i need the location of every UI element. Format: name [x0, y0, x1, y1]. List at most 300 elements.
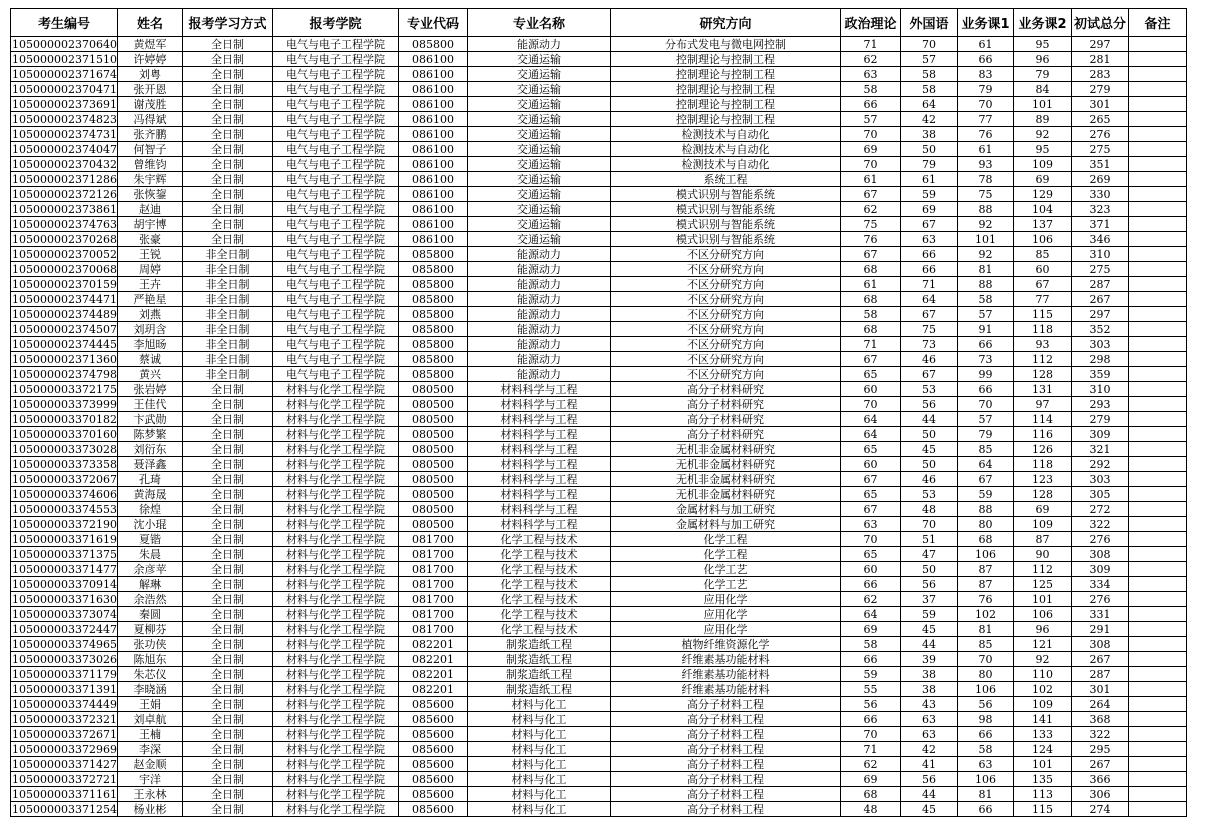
name-cell: 朱芯仪 [117, 667, 182, 682]
table-row [11, 712, 1187, 727]
total-score-cell: 276 [1071, 127, 1128, 142]
course2-score-cell: 92 [1013, 127, 1071, 142]
course2-score-cell: 97 [1013, 397, 1071, 412]
research-direction-cell: 金属材料与加工研究 [610, 517, 840, 532]
politics-score-cell: 58 [840, 307, 900, 322]
research-direction-cell: 植物纤维资源化学 [610, 637, 840, 652]
college-cell: 电气与电子工程学院 [272, 52, 398, 67]
research-direction-cell: 无机非金属材料研究 [610, 472, 840, 487]
name-cell: 余浩然 [117, 592, 182, 607]
remarks-cell [1128, 472, 1186, 487]
course2-score-cell: 131 [1013, 382, 1071, 397]
foreign-language-score-cell: 53 [900, 382, 957, 397]
major-name-cell: 交通运输 [467, 172, 610, 187]
exam-id-cell: 105000003370160 [12, 427, 117, 441]
total-score-cell: 321 [1071, 442, 1128, 457]
college-cell: 材料与化学工程学院 [272, 592, 398, 607]
foreign-language-score-cell: 63 [900, 727, 957, 742]
table-row [11, 247, 1187, 262]
major-name-cell: 材料科学与工程 [467, 502, 610, 517]
table-row [11, 142, 1187, 157]
politics-score-cell: 58 [840, 82, 900, 97]
total-score-cell: 276 [1071, 592, 1128, 607]
study-mode-cell: 非全日制 [182, 247, 272, 262]
remarks-cell [1128, 397, 1186, 412]
name-cell: 许婷婷 [117, 52, 182, 67]
table-row [11, 187, 1187, 202]
course2-score-cell: 116 [1013, 427, 1071, 442]
major-code-cell: 085800 [398, 247, 467, 262]
college-cell: 材料与化学工程学院 [272, 442, 398, 457]
research-direction-cell: 纤维素基功能材料 [610, 652, 840, 667]
major-code-cell: 085800 [398, 277, 467, 292]
foreign-language-score-cell: 59 [900, 187, 957, 202]
exam-id-cell: 105000003372321 [12, 712, 117, 726]
exam-id-cell: 105000002371286 [12, 172, 117, 186]
major-name-cell: 材料科学与工程 [467, 412, 610, 427]
major-code-cell: 081700 [398, 547, 467, 562]
college-cell: 材料与化学工程学院 [272, 457, 398, 472]
remarks-cell [1128, 247, 1186, 262]
college-cell: 材料与化学工程学院 [272, 472, 398, 487]
research-direction-cell: 不区分研究方向 [610, 352, 840, 367]
politics-score-cell: 68 [840, 322, 900, 337]
foreign-language-score-cell: 66 [900, 247, 957, 262]
foreign-language-score-cell: 56 [900, 577, 957, 592]
course1-score-cell: 79 [957, 82, 1013, 97]
name-cell: 赵迪 [117, 202, 182, 217]
course2-score-cell: 115 [1013, 307, 1071, 322]
foreign-language-score-cell: 59 [900, 607, 957, 622]
course2-score-cell: 141 [1013, 712, 1071, 727]
major-code-cell: 086100 [398, 217, 467, 232]
college-cell: 材料与化学工程学院 [272, 727, 398, 742]
course2-score-cell: 106 [1013, 607, 1071, 622]
politics-score-cell: 66 [840, 97, 900, 112]
name-cell: 朱宇辉 [117, 172, 182, 187]
name-cell: 张功侠 [117, 637, 182, 652]
course1-score-cell: 80 [957, 517, 1013, 532]
total-score-cell: 264 [1071, 697, 1128, 712]
header-remarks: 备注 [1128, 9, 1186, 37]
remarks-cell [1128, 157, 1186, 172]
course1-score-cell: 98 [957, 712, 1013, 727]
major-code-cell: 080500 [398, 442, 467, 457]
header-name: 姓名 [117, 9, 182, 37]
politics-score-cell: 65 [840, 487, 900, 502]
politics-score-cell: 67 [840, 352, 900, 367]
research-direction-cell: 系统工程 [610, 172, 840, 187]
table-row [11, 202, 1187, 217]
research-direction-cell: 检测技术与自动化 [610, 142, 840, 157]
college-cell: 材料与化学工程学院 [272, 802, 398, 817]
major-name-cell: 制浆造纸工程 [467, 637, 610, 652]
foreign-language-score-cell: 43 [900, 697, 957, 712]
research-direction-cell: 高分子材料工程 [610, 772, 840, 787]
research-direction-cell: 化学工程 [610, 547, 840, 562]
foreign-language-score-cell: 42 [900, 112, 957, 127]
college-cell: 电气与电子工程学院 [272, 187, 398, 202]
foreign-language-score-cell: 50 [900, 427, 957, 442]
name-cell: 胡宇博 [117, 217, 182, 232]
table-row [11, 67, 1187, 82]
name-cell: 黄兴 [117, 367, 182, 382]
foreign-language-score-cell: 50 [900, 457, 957, 472]
header-major-name: 专业名称 [467, 9, 610, 37]
politics-score-cell: 70 [840, 157, 900, 172]
major-name-cell: 能源动力 [467, 37, 610, 52]
politics-score-cell: 68 [840, 787, 900, 802]
college-cell: 电气与电子工程学院 [272, 247, 398, 262]
table-row [11, 112, 1187, 127]
exam-id-cell: 105000002371510 [12, 52, 117, 66]
total-score-cell: 269 [1071, 172, 1128, 187]
college-cell: 电气与电子工程学院 [272, 142, 398, 157]
total-score-cell: 330 [1071, 187, 1128, 202]
course1-score-cell: 92 [957, 247, 1013, 262]
remarks-cell [1128, 442, 1186, 457]
major-name-cell: 化学工程与技术 [467, 607, 610, 622]
name-cell: 夏锴 [117, 532, 182, 547]
course2-score-cell: 79 [1013, 67, 1071, 82]
table-row [11, 337, 1187, 352]
score-table-container [10, 8, 1187, 817]
college-cell: 材料与化学工程学院 [272, 412, 398, 427]
total-score-cell: 352 [1071, 322, 1128, 337]
remarks-cell [1128, 217, 1186, 232]
college-cell: 材料与化学工程学院 [272, 532, 398, 547]
major-name-cell: 材料科学与工程 [467, 397, 610, 412]
header-course2: 业务课2 [1013, 9, 1071, 37]
foreign-language-score-cell: 38 [900, 127, 957, 142]
study-mode-cell: 全日制 [182, 577, 272, 592]
major-code-cell: 085600 [398, 697, 467, 712]
study-mode-cell: 全日制 [182, 412, 272, 427]
table-row [11, 97, 1187, 112]
course1-score-cell: 77 [957, 112, 1013, 127]
course2-score-cell: 109 [1013, 697, 1071, 712]
exam-id-cell: 105000003371254 [12, 802, 117, 816]
major-code-cell: 080500 [398, 412, 467, 427]
foreign-language-score-cell: 44 [900, 787, 957, 802]
course2-score-cell: 123 [1013, 472, 1071, 487]
major-code-cell: 085600 [398, 742, 467, 757]
course2-score-cell: 118 [1013, 457, 1071, 472]
politics-score-cell: 60 [840, 562, 900, 577]
course2-score-cell: 101 [1013, 592, 1071, 607]
foreign-language-score-cell: 67 [900, 217, 957, 232]
exam-id-cell: 105000002370159 [12, 277, 117, 291]
research-direction-cell: 高分子材料工程 [610, 757, 840, 772]
course1-score-cell: 85 [957, 442, 1013, 457]
course1-score-cell: 56 [957, 697, 1013, 712]
total-score-cell: 279 [1071, 412, 1128, 427]
foreign-language-score-cell: 64 [900, 292, 957, 307]
name-cell: 卞武勋 [117, 412, 182, 427]
college-cell: 电气与电子工程学院 [272, 337, 398, 352]
remarks-cell [1128, 532, 1186, 547]
college-cell: 电气与电子工程学院 [272, 322, 398, 337]
study-mode-cell: 全日制 [182, 502, 272, 517]
study-mode-cell: 全日制 [182, 517, 272, 532]
exam-id-cell: 105000003372067 [12, 472, 117, 486]
table-row [11, 217, 1187, 232]
politics-score-cell: 67 [840, 187, 900, 202]
remarks-cell [1128, 547, 1186, 562]
college-cell: 电气与电子工程学院 [272, 37, 398, 52]
exam-id-cell: 105000002370471 [12, 82, 117, 96]
major-name-cell: 材料与化工 [467, 742, 610, 757]
remarks-cell [1128, 142, 1186, 157]
exam-id-cell: 105000003371375 [12, 547, 117, 561]
study-mode-cell: 全日制 [182, 787, 272, 802]
name-cell: 李深 [117, 742, 182, 757]
college-cell: 电气与电子工程学院 [272, 67, 398, 82]
total-score-cell: 308 [1071, 547, 1128, 562]
politics-score-cell: 71 [840, 742, 900, 757]
total-score-cell: 272 [1071, 502, 1128, 517]
college-cell: 材料与化学工程学院 [272, 742, 398, 757]
study-mode-cell: 全日制 [182, 532, 272, 547]
major-name-cell: 化学工程与技术 [467, 577, 610, 592]
name-cell: 宇洋 [117, 772, 182, 787]
study-mode-cell: 全日制 [182, 217, 272, 232]
foreign-language-score-cell: 48 [900, 502, 957, 517]
total-score-cell: 359 [1071, 367, 1128, 382]
research-direction-cell: 应用化学 [610, 592, 840, 607]
foreign-language-score-cell: 42 [900, 742, 957, 757]
exam-id-cell: 105000003370182 [12, 412, 117, 426]
name-cell: 聂泽鑫 [117, 457, 182, 472]
politics-score-cell: 69 [840, 622, 900, 637]
major-name-cell: 材料科学与工程 [467, 382, 610, 397]
remarks-cell [1128, 262, 1186, 277]
course2-score-cell: 113 [1013, 787, 1071, 802]
course2-score-cell: 128 [1013, 487, 1071, 502]
exam-id-cell: 105000003372190 [12, 517, 117, 531]
remarks-cell [1128, 622, 1186, 637]
foreign-language-score-cell: 38 [900, 682, 957, 697]
course1-score-cell: 63 [957, 757, 1013, 772]
remarks-cell [1128, 307, 1186, 322]
table-row [11, 562, 1187, 577]
research-direction-cell: 高分子材料工程 [610, 787, 840, 802]
research-direction-cell: 控制理论与控制工程 [610, 52, 840, 67]
research-direction-cell: 金属材料与加工研究 [610, 502, 840, 517]
foreign-language-score-cell: 47 [900, 547, 957, 562]
politics-score-cell: 62 [840, 52, 900, 67]
course1-score-cell: 81 [957, 262, 1013, 277]
course2-score-cell: 60 [1013, 262, 1071, 277]
college-cell: 材料与化学工程学院 [272, 712, 398, 727]
total-score-cell: 334 [1071, 577, 1128, 592]
course1-score-cell: 66 [957, 802, 1013, 817]
course1-score-cell: 76 [957, 592, 1013, 607]
major-name-cell: 制浆造纸工程 [467, 682, 610, 697]
foreign-language-score-cell: 64 [900, 97, 957, 112]
name-cell: 陈梦繁 [117, 427, 182, 442]
exam-id-cell: 105000003373074 [12, 607, 117, 621]
course2-score-cell: 85 [1013, 247, 1071, 262]
table-row [11, 322, 1187, 337]
remarks-cell [1128, 742, 1186, 757]
total-score-cell: 308 [1071, 637, 1128, 652]
research-direction-cell: 不区分研究方向 [610, 337, 840, 352]
course1-score-cell: 68 [957, 532, 1013, 547]
major-name-cell: 能源动力 [467, 337, 610, 352]
college-cell: 材料与化学工程学院 [272, 772, 398, 787]
college-cell: 电气与电子工程学院 [272, 277, 398, 292]
politics-score-cell: 56 [840, 697, 900, 712]
foreign-language-score-cell: 56 [900, 397, 957, 412]
study-mode-cell: 全日制 [182, 187, 272, 202]
course2-score-cell: 109 [1013, 517, 1071, 532]
course1-score-cell: 75 [957, 187, 1013, 202]
exam-id-cell: 105000003372671 [12, 727, 117, 741]
exam-id-cell: 105000003371161 [12, 787, 117, 801]
name-cell: 冯得斌 [117, 112, 182, 127]
total-score-cell: 275 [1071, 142, 1128, 157]
major-code-cell: 085800 [398, 307, 467, 322]
exam-id-cell: 105000003374606 [12, 487, 117, 501]
politics-score-cell: 64 [840, 427, 900, 442]
college-cell: 电气与电子工程学院 [272, 367, 398, 382]
exam-id-cell: 105000003371179 [12, 667, 117, 681]
exam-id-cell: 105000003372721 [12, 772, 117, 786]
politics-score-cell: 66 [840, 577, 900, 592]
foreign-language-score-cell: 73 [900, 337, 957, 352]
politics-score-cell: 70 [840, 727, 900, 742]
remarks-cell [1128, 727, 1186, 742]
politics-score-cell: 69 [840, 772, 900, 787]
major-code-cell: 082201 [398, 652, 467, 667]
header-row [11, 9, 1187, 37]
major-code-cell: 080500 [398, 487, 467, 502]
course2-score-cell: 90 [1013, 547, 1071, 562]
exam-id-cell: 105000002370052 [12, 247, 117, 261]
course1-score-cell: 91 [957, 322, 1013, 337]
foreign-language-score-cell: 56 [900, 772, 957, 787]
exam-id-cell: 105000002374471 [12, 292, 117, 306]
major-code-cell: 086100 [398, 127, 467, 142]
research-direction-cell: 纤维素基功能材料 [610, 667, 840, 682]
name-cell: 解琳 [117, 577, 182, 592]
college-cell: 电气与电子工程学院 [272, 82, 398, 97]
college-cell: 电气与电子工程学院 [272, 202, 398, 217]
politics-score-cell: 70 [840, 127, 900, 142]
remarks-cell [1128, 112, 1186, 127]
remarks-cell [1128, 787, 1186, 802]
remarks-cell [1128, 37, 1186, 52]
major-name-cell: 交通运输 [467, 142, 610, 157]
course2-score-cell: 101 [1013, 97, 1071, 112]
total-score-cell: 297 [1071, 307, 1128, 322]
course2-score-cell: 137 [1013, 217, 1071, 232]
foreign-language-score-cell: 67 [900, 307, 957, 322]
name-cell: 王楠 [117, 727, 182, 742]
major-code-cell: 085800 [398, 322, 467, 337]
college-cell: 材料与化学工程学院 [272, 562, 398, 577]
exam-id-cell: 105000002374445 [12, 337, 117, 351]
college-cell: 材料与化学工程学院 [272, 757, 398, 772]
total-score-cell: 287 [1071, 667, 1128, 682]
research-direction-cell: 不区分研究方向 [610, 322, 840, 337]
major-name-cell: 材料科学与工程 [467, 487, 610, 502]
course1-score-cell: 106 [957, 547, 1013, 562]
name-cell: 张恢鋆 [117, 187, 182, 202]
major-name-cell: 化学工程与技术 [467, 622, 610, 637]
college-cell: 材料与化学工程学院 [272, 787, 398, 802]
study-mode-cell: 全日制 [182, 127, 272, 142]
study-mode-cell: 全日制 [182, 727, 272, 742]
name-cell: 徐煌 [117, 502, 182, 517]
course2-score-cell: 133 [1013, 727, 1071, 742]
total-score-cell: 303 [1071, 337, 1128, 352]
remarks-cell [1128, 187, 1186, 202]
major-code-cell: 080500 [398, 382, 467, 397]
major-name-cell: 能源动力 [467, 352, 610, 367]
foreign-language-score-cell: 79 [900, 157, 957, 172]
table-header [11, 9, 1187, 37]
course2-score-cell: 109 [1013, 157, 1071, 172]
total-score-cell: 301 [1071, 97, 1128, 112]
exam-id-cell: 105000002374731 [12, 127, 117, 141]
exam-id-cell: 105000003371477 [12, 562, 117, 576]
foreign-language-score-cell: 70 [900, 517, 957, 532]
major-code-cell: 085800 [398, 37, 467, 52]
major-name-cell: 材料科学与工程 [467, 472, 610, 487]
foreign-language-score-cell: 58 [900, 67, 957, 82]
course1-score-cell: 87 [957, 577, 1013, 592]
study-mode-cell: 全日制 [182, 652, 272, 667]
study-mode-cell: 非全日制 [182, 292, 272, 307]
major-code-cell: 082201 [398, 667, 467, 682]
major-code-cell: 085600 [398, 802, 467, 817]
remarks-cell [1128, 802, 1186, 817]
table-row [11, 547, 1187, 562]
table-body [11, 37, 1187, 817]
major-name-cell: 材料科学与工程 [467, 442, 610, 457]
study-mode-cell: 全日制 [182, 427, 272, 442]
politics-score-cell: 60 [840, 382, 900, 397]
major-code-cell: 085800 [398, 292, 467, 307]
course2-score-cell: 106 [1013, 232, 1071, 247]
course1-score-cell: 102 [957, 607, 1013, 622]
course2-score-cell: 102 [1013, 682, 1071, 697]
politics-score-cell: 62 [840, 202, 900, 217]
foreign-language-score-cell: 44 [900, 637, 957, 652]
study-mode-cell: 非全日制 [182, 262, 272, 277]
total-score-cell: 310 [1071, 247, 1128, 262]
table-row [11, 742, 1187, 757]
major-name-cell: 材料与化工 [467, 787, 610, 802]
total-score-cell: 293 [1071, 397, 1128, 412]
course1-score-cell: 106 [957, 682, 1013, 697]
study-mode-cell: 全日制 [182, 712, 272, 727]
study-mode-cell: 全日制 [182, 562, 272, 577]
course2-score-cell: 121 [1013, 637, 1071, 652]
politics-score-cell: 65 [840, 367, 900, 382]
exam-id-cell: 105000002370640 [12, 37, 117, 51]
major-code-cell: 082201 [398, 682, 467, 697]
study-mode-cell: 全日制 [182, 487, 272, 502]
foreign-language-score-cell: 51 [900, 532, 957, 547]
politics-score-cell: 64 [840, 607, 900, 622]
research-direction-cell: 应用化学 [610, 607, 840, 622]
study-mode-cell: 非全日制 [182, 307, 272, 322]
major-code-cell: 086100 [398, 232, 467, 247]
college-cell: 材料与化学工程学院 [272, 697, 398, 712]
